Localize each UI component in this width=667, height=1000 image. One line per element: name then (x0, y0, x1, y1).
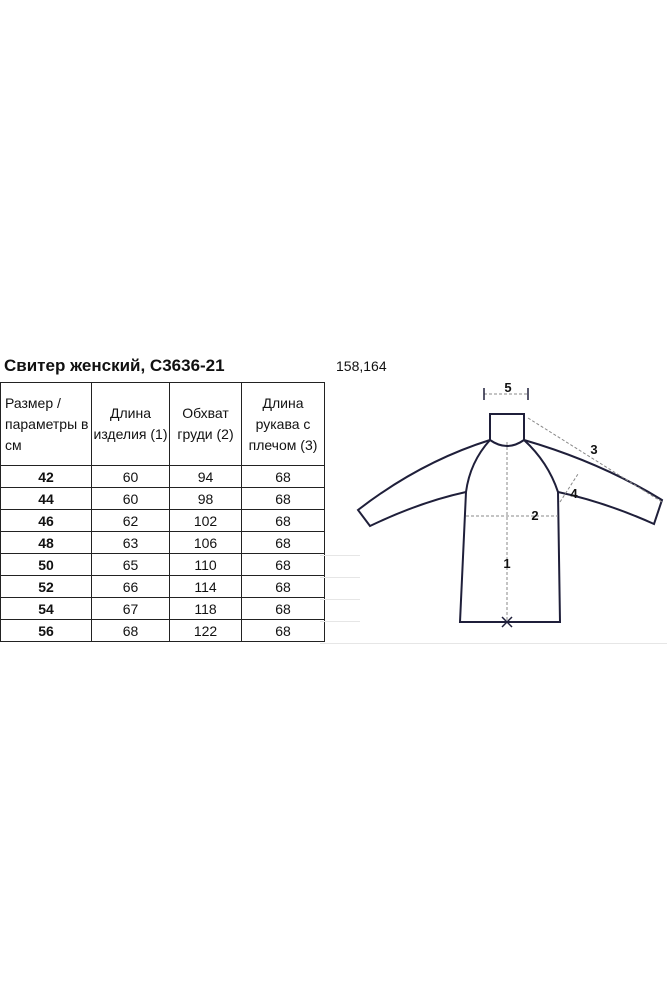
sleeve-cell: 68 (242, 488, 325, 510)
table-row (1, 532, 325, 554)
chest-cell: 122 (170, 620, 242, 642)
table-row (1, 598, 325, 620)
table-row (1, 488, 325, 510)
length-cell: 60 (92, 488, 170, 510)
table-row (1, 510, 325, 532)
length-cell: 66 (92, 576, 170, 598)
size-cell: 48 (1, 532, 92, 554)
sweater-outline (358, 414, 662, 622)
sleeve-cell: 68 (242, 466, 325, 488)
chest-cell: 118 (170, 598, 242, 620)
product-code: 158,164 (336, 358, 387, 374)
header-chest: Обхват груди (2) (170, 383, 242, 466)
sleeve-cell: 68 (242, 598, 325, 620)
measurement-label-length: 1 (503, 556, 511, 571)
chest-cell: 110 (170, 554, 242, 576)
length-cell: 62 (92, 510, 170, 532)
sleeve-cell: 68 (242, 576, 325, 598)
size-cell: 56 (1, 620, 92, 642)
size-table (0, 382, 325, 642)
table-row (1, 466, 325, 488)
header-sleeve: Длина рукава с плечом (3) (242, 383, 325, 466)
measurement-label-chest: 2 (531, 508, 539, 523)
chest-cell: 98 (170, 488, 242, 510)
table-row (1, 576, 325, 598)
measurement-label-neck: 5 (504, 380, 512, 395)
chest-cell: 106 (170, 532, 242, 554)
table-row (1, 554, 325, 576)
size-cell: 46 (1, 510, 92, 532)
header-length: Длина изделия (1) (92, 383, 170, 466)
measurement-label-armhole: 4 (570, 486, 578, 501)
sweater-measurement-diagram (330, 372, 667, 652)
table-row (1, 620, 325, 642)
length-cell: 68 (92, 620, 170, 642)
size-cell: 44 (1, 488, 92, 510)
measurement-lines (466, 394, 662, 622)
size-chart-sheet (0, 352, 667, 652)
size-cell: 50 (1, 554, 92, 576)
chest-cell: 94 (170, 466, 242, 488)
size-cell: 54 (1, 598, 92, 620)
chest-cell: 114 (170, 576, 242, 598)
length-cell: 63 (92, 532, 170, 554)
size-table-header-row (1, 383, 325, 466)
size-cell: 42 (1, 466, 92, 488)
sleeve-cell: 68 (242, 620, 325, 642)
sleeve-cell: 68 (242, 554, 325, 576)
sleeve-cell: 68 (242, 510, 325, 532)
sleeve-cell: 68 (242, 532, 325, 554)
chest-cell: 102 (170, 510, 242, 532)
measurement-label-sleeve: 3 (590, 442, 598, 457)
header-size: Размер / параметры в см (1, 383, 92, 466)
size-cell: 52 (1, 576, 92, 598)
length-cell: 65 (92, 554, 170, 576)
length-cell: 60 (92, 466, 170, 488)
length-cell: 67 (92, 598, 170, 620)
product-title: Свитер женский, С3636-21 (4, 356, 225, 375)
